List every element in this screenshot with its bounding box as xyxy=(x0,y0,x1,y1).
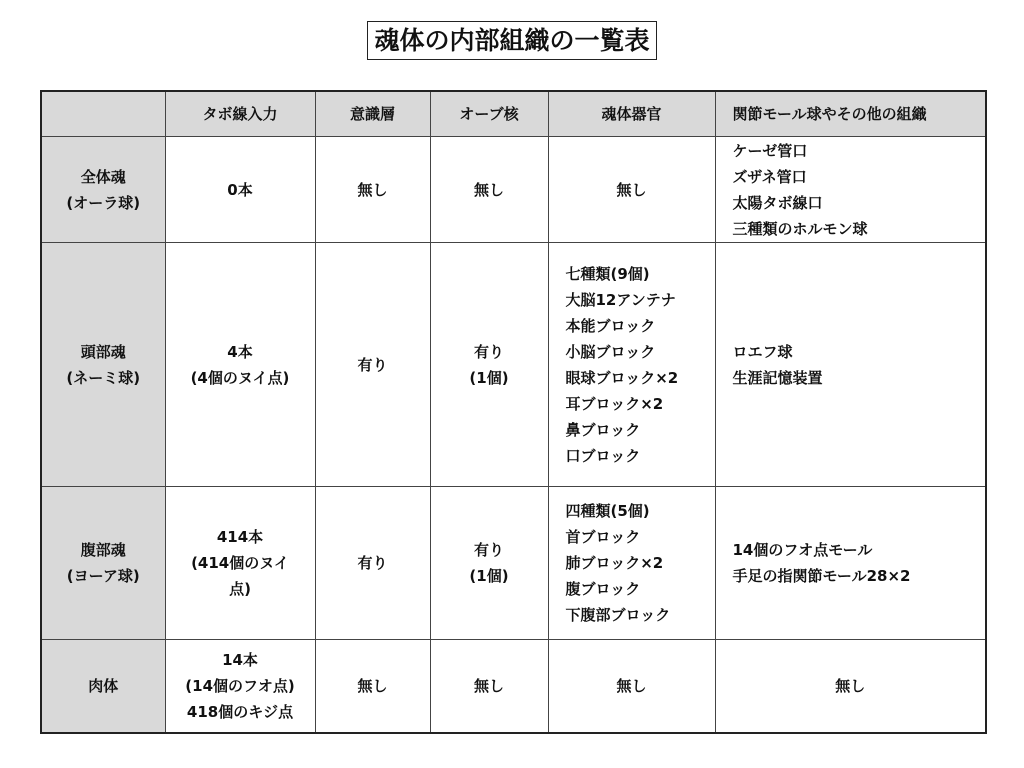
cell-line: 大脳12アンテナ xyxy=(565,290,676,309)
cell-line: 点) xyxy=(229,580,251,598)
cell-other-tissues xyxy=(715,640,986,733)
cell-line: 口ブロック xyxy=(565,446,641,465)
cell-line: 耳ブロック×2 xyxy=(565,394,664,413)
cell-line: 生涯記憶装置 xyxy=(732,368,823,387)
cell-line: 無し xyxy=(835,676,866,695)
cell-line: (414個のヌイ xyxy=(191,554,289,572)
row-header-line: 全体魂 xyxy=(80,167,126,186)
row-header xyxy=(41,243,165,487)
column-header-corner xyxy=(41,91,165,137)
column-header-orb-core: オーブ核 xyxy=(430,91,548,137)
cell-line: 七種類(9個) xyxy=(565,264,650,283)
cell-line: 無し xyxy=(616,676,647,695)
cell-line: ケーゼ管口 xyxy=(732,141,808,160)
cell-line: 小脳ブロック xyxy=(565,342,656,361)
cell-orb-core xyxy=(430,137,548,243)
row-header-line: (オーラ球) xyxy=(66,193,141,212)
row-header-line: 腹部魂 xyxy=(80,541,126,559)
cell-organs xyxy=(548,487,715,640)
table-row xyxy=(41,640,986,733)
row-header-line: 頭部魂 xyxy=(80,342,126,361)
cell-consciousness xyxy=(315,640,430,733)
title-container xyxy=(0,21,1024,60)
cell-line: (1個) xyxy=(469,567,509,585)
cell-line: ロエフ球 xyxy=(732,342,793,361)
row-header xyxy=(41,137,165,243)
cell-orb-core xyxy=(430,640,548,733)
cell-line: ズザネ管口 xyxy=(732,167,807,186)
cell-other-tissues xyxy=(715,487,986,640)
cell-line: 太陽タボ線口 xyxy=(732,193,823,212)
cell-line: 四種類(5個) xyxy=(565,502,650,520)
cell-line: 無し xyxy=(357,180,388,199)
cell-line: 0本 xyxy=(227,180,253,199)
column-header-other-tissues: 関節モール球やその他の組織 xyxy=(715,91,986,137)
cell-consciousness xyxy=(315,487,430,640)
cell-line: 414本 xyxy=(216,528,264,546)
cell-other-tissues xyxy=(715,137,986,243)
cell-organs xyxy=(548,137,715,243)
cell-orb-core xyxy=(430,243,548,487)
cell-line: 本能ブロック xyxy=(565,316,656,335)
table-header-row xyxy=(41,91,986,137)
cell-line: 14本 xyxy=(222,650,258,669)
cell-line: 14個のフオ点モール xyxy=(732,541,873,559)
cell-line: 無し xyxy=(357,676,388,695)
cell-line: 下腹部ブロック xyxy=(565,606,671,624)
organ-table xyxy=(40,90,987,734)
cell-line: 手足の指関節モール28×2 xyxy=(732,567,911,585)
column-header-consciousness: 意識層 xyxy=(315,91,430,137)
cell-line: (4個のヌイ点) xyxy=(190,368,290,387)
cell-line: 無し xyxy=(473,180,504,199)
cell-other-tissues xyxy=(715,243,986,487)
cell-organs xyxy=(548,640,715,733)
cell-line: 有り xyxy=(473,541,504,559)
cell-line: 腹ブロック xyxy=(565,580,641,598)
cell-tabo xyxy=(165,487,315,640)
table-row xyxy=(41,137,986,243)
cell-line: 有り xyxy=(357,554,388,572)
cell-line: 三種類のホルモン球 xyxy=(732,219,868,238)
cell-tabo xyxy=(165,640,315,733)
cell-tabo xyxy=(165,243,315,487)
cell-organs xyxy=(548,243,715,487)
cell-line: (14個のフオ点) xyxy=(185,676,295,695)
row-header xyxy=(41,487,165,640)
cell-line: 首ブロック xyxy=(565,528,641,546)
cell-line: 鼻ブロック xyxy=(565,420,641,439)
column-header-organs: 魂体器官 xyxy=(548,91,715,137)
cell-line: 4本 xyxy=(227,342,253,361)
cell-tabo xyxy=(165,137,315,243)
cell-line: 無し xyxy=(473,676,504,695)
cell-line: 有り xyxy=(357,355,388,374)
table-row xyxy=(41,487,986,640)
cell-line: 無し xyxy=(616,180,647,199)
row-header-line: (ヨーア球) xyxy=(66,567,140,585)
row-header-line: (ネーミ球) xyxy=(66,368,141,387)
cell-consciousness xyxy=(315,137,430,243)
cell-orb-core xyxy=(430,487,548,640)
cell-line: 有り xyxy=(473,342,504,361)
cell-consciousness xyxy=(315,243,430,487)
table-row xyxy=(41,243,986,487)
cell-line: 肺ブロック×2 xyxy=(565,554,664,572)
cell-line: 眼球ブロック×2 xyxy=(565,368,679,387)
cell-line: 418個のキジ点 xyxy=(186,702,294,721)
row-header-line: 肉体 xyxy=(88,676,119,695)
page-title: 魂体の内部組織の一覧表 xyxy=(367,21,656,60)
column-header-tabo: タボ線入力 xyxy=(165,91,315,137)
row-header xyxy=(41,640,165,733)
cell-line: (1個) xyxy=(469,368,509,387)
